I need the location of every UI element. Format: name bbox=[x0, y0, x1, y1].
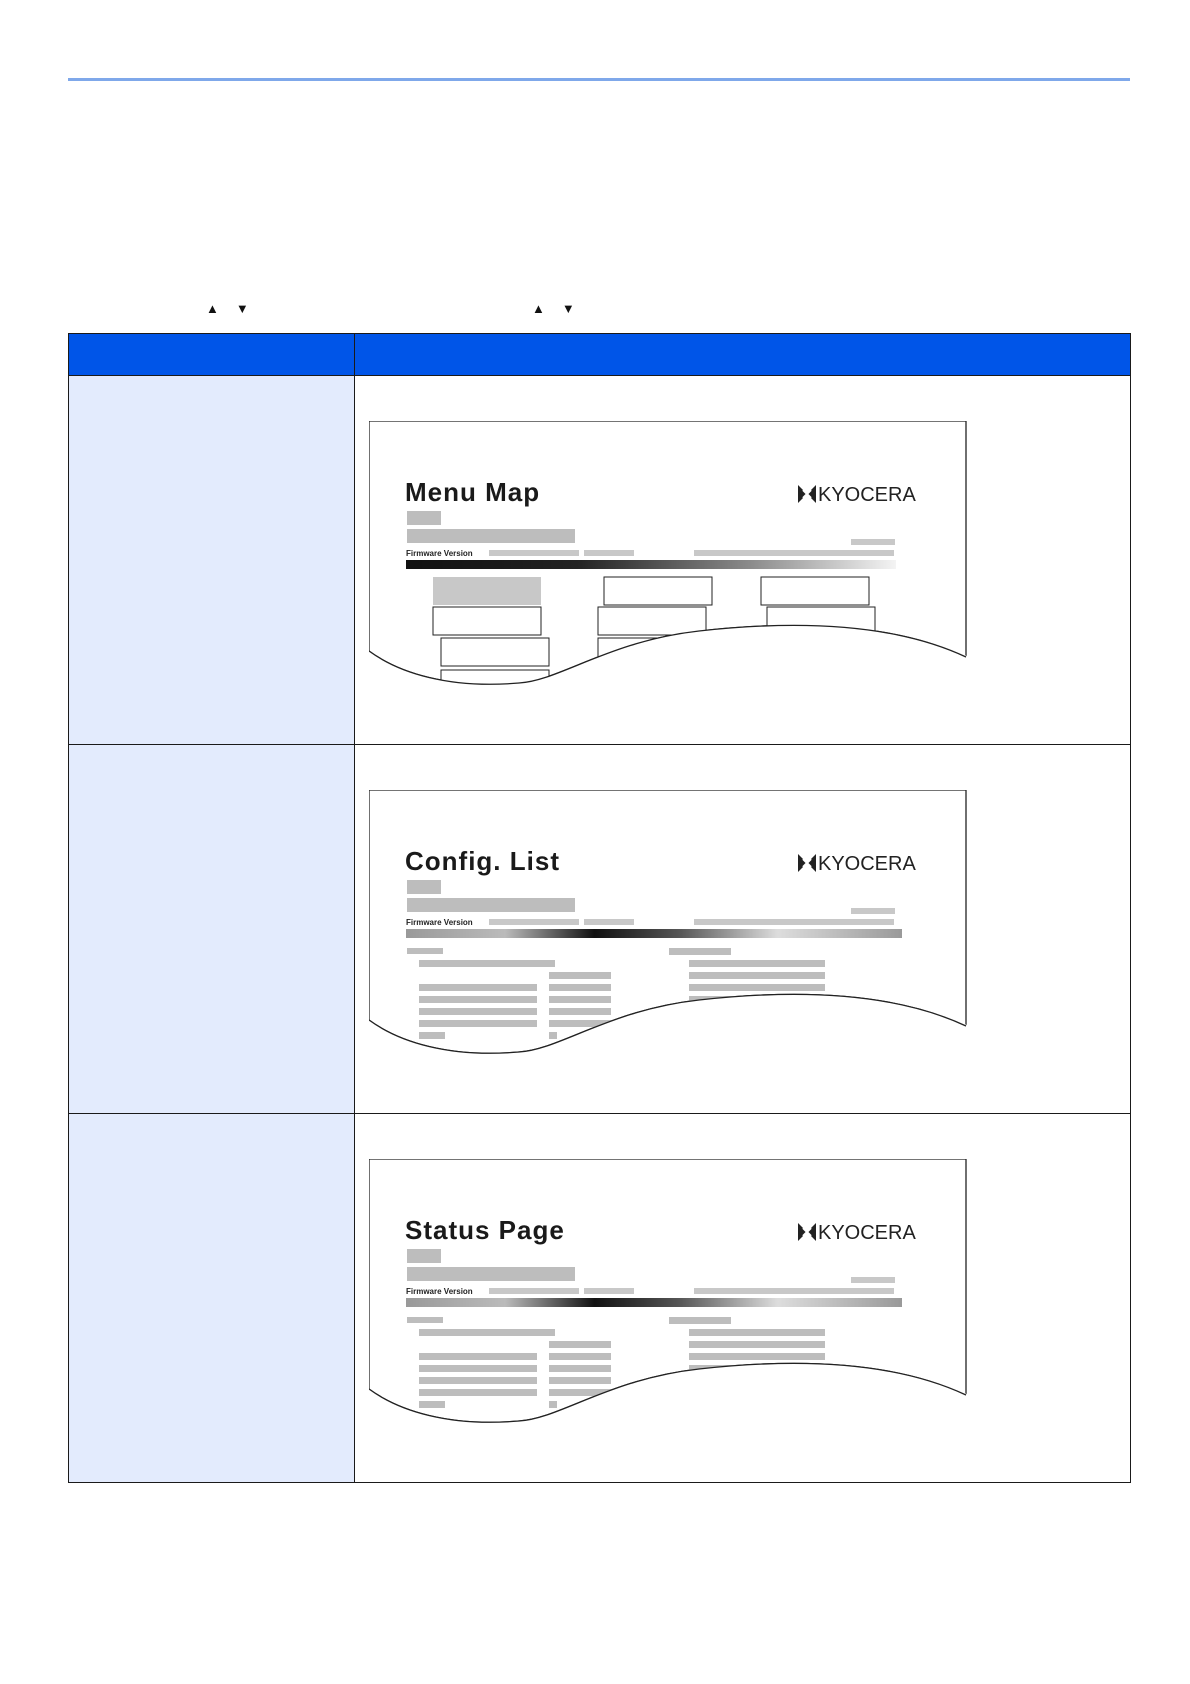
report-title: Status Page bbox=[405, 1215, 565, 1245]
sample-report-menu-map bbox=[369, 421, 969, 721]
item-label-cell bbox=[69, 1114, 355, 1483]
report-title: Menu Map bbox=[405, 477, 541, 507]
down-arrow-icon: ▼ bbox=[561, 301, 575, 316]
description-cell bbox=[355, 745, 1131, 1114]
firmware-label: Firmware Version bbox=[406, 918, 473, 927]
up-arrow-icon: ▲ bbox=[532, 301, 545, 316]
firmware-label: Firmware Version bbox=[406, 549, 473, 558]
description-cell bbox=[355, 376, 1131, 745]
up-arrow-icon: ▲ bbox=[206, 301, 219, 316]
header-cell-description bbox=[355, 334, 1131, 376]
kyocera-logo bbox=[798, 853, 916, 875]
nav-hint-left bbox=[206, 302, 266, 315]
svg-text:KYOCERA: KYOCERA bbox=[818, 484, 916, 506]
svg-text:KYOCERA: KYOCERA bbox=[818, 853, 916, 875]
table-header-row bbox=[69, 334, 1131, 376]
nav-hint-right bbox=[532, 302, 592, 315]
kyocera-logo bbox=[798, 1222, 916, 1244]
table-row bbox=[69, 1114, 1131, 1483]
sample-report-config-list bbox=[369, 790, 969, 1090]
report-title: Config. List bbox=[405, 846, 560, 876]
down-arrow-icon: ▼ bbox=[235, 301, 249, 316]
svg-text:KYOCERA: KYOCERA bbox=[818, 1222, 916, 1244]
table-row bbox=[69, 376, 1131, 745]
item-label-cell bbox=[69, 376, 355, 745]
item-label-cell bbox=[69, 745, 355, 1114]
table-row bbox=[69, 745, 1131, 1114]
firmware-label: Firmware Version bbox=[406, 1287, 473, 1296]
sample-report-status-page bbox=[369, 1159, 969, 1459]
report-table bbox=[68, 333, 1131, 1483]
header-rule bbox=[68, 78, 1130, 81]
description-cell bbox=[355, 1114, 1131, 1483]
header-cell-item bbox=[69, 334, 355, 376]
kyocera-logo bbox=[798, 484, 916, 506]
